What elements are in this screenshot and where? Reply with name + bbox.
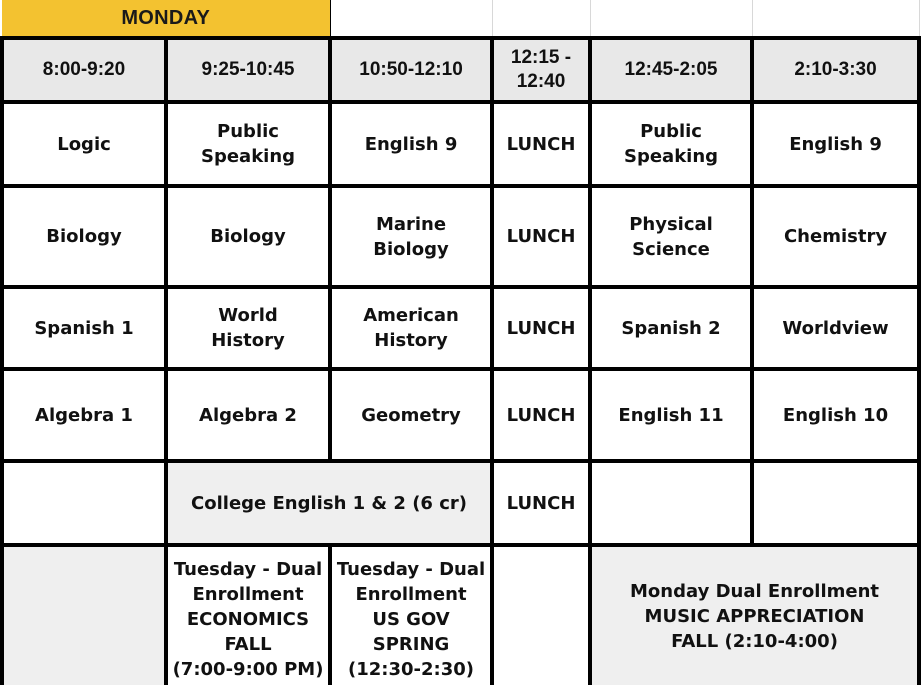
lunch-cell: LUNCH <box>492 287 590 369</box>
class-cell: English 10 <box>752 369 919 461</box>
schedule-row <box>2 287 919 369</box>
class-cell: Spanish 1 <box>2 287 166 369</box>
class-cell: Chemistry <box>752 186 919 287</box>
class-cell: Physical Science <box>590 186 752 287</box>
class-cell: Algebra 1 <box>2 369 166 461</box>
lunch-cell: LUNCH <box>492 186 590 287</box>
lunch-cell: LUNCH <box>492 102 590 186</box>
time-slot: 10:50-12:10 <box>330 38 492 102</box>
lunch-cell: LUNCH <box>492 461 590 545</box>
time-slot: 12:15 - 12:40 <box>492 38 590 102</box>
class-cell: Biology <box>166 186 330 287</box>
class-cell: Geometry <box>330 369 492 461</box>
class-cell: Worldview <box>752 287 919 369</box>
dual-enrollment-music: Monday Dual Enrollment MUSIC APPRECIATION FALL (2:10-4:00) <box>590 545 919 685</box>
class-cell: American History <box>330 287 492 369</box>
class-cell: English 11 <box>590 369 752 461</box>
class-cell: Spanish 2 <box>590 287 752 369</box>
day-row <box>2 0 919 38</box>
class-cell: English 9 <box>330 102 492 186</box>
empty-cell <box>752 461 919 545</box>
time-slot: 8:00-9:20 <box>2 38 166 102</box>
class-cell: World History <box>166 287 330 369</box>
empty-cell <box>330 0 492 38</box>
dual-enrollment-us-gov: Tuesday - Dual Enrollment US GOV SPRING (12:30-2:30) <box>330 545 492 685</box>
empty-cell <box>590 461 752 545</box>
lunch-cell: LUNCH <box>492 369 590 461</box>
empty-cell <box>2 545 166 685</box>
class-cell: English 9 <box>752 102 919 186</box>
empty-cell <box>2 461 166 545</box>
schedule-row <box>2 369 919 461</box>
time-slot: 2:10-3:30 <box>752 38 919 102</box>
dual-enrollment-economics: Tuesday - Dual Enrollment ECONOMICS FALL (7:00-9:00 PM) <box>166 545 330 685</box>
empty-cell <box>492 545 590 685</box>
time-slot: 12:45-2:05 <box>590 38 752 102</box>
class-cell: Public Speaking <box>166 102 330 186</box>
day-label: MONDAY <box>2 0 330 38</box>
dual-enrollment-row <box>2 545 919 685</box>
class-cell: Biology <box>2 186 166 287</box>
time-slot: 9:25-10:45 <box>166 38 330 102</box>
class-cell: Public Speaking <box>590 102 752 186</box>
college-row <box>2 461 919 545</box>
empty-cell <box>752 0 919 38</box>
class-cell: Logic <box>2 102 166 186</box>
schedule-row <box>2 186 919 287</box>
college-english-cell: College English 1 & 2 (6 cr) <box>166 461 492 545</box>
class-cell: Marine Biology <box>330 186 492 287</box>
schedule-row <box>2 102 919 186</box>
time-header-row <box>2 38 919 102</box>
empty-cell <box>590 0 752 38</box>
class-cell: Algebra 2 <box>166 369 330 461</box>
empty-cell <box>492 0 590 38</box>
